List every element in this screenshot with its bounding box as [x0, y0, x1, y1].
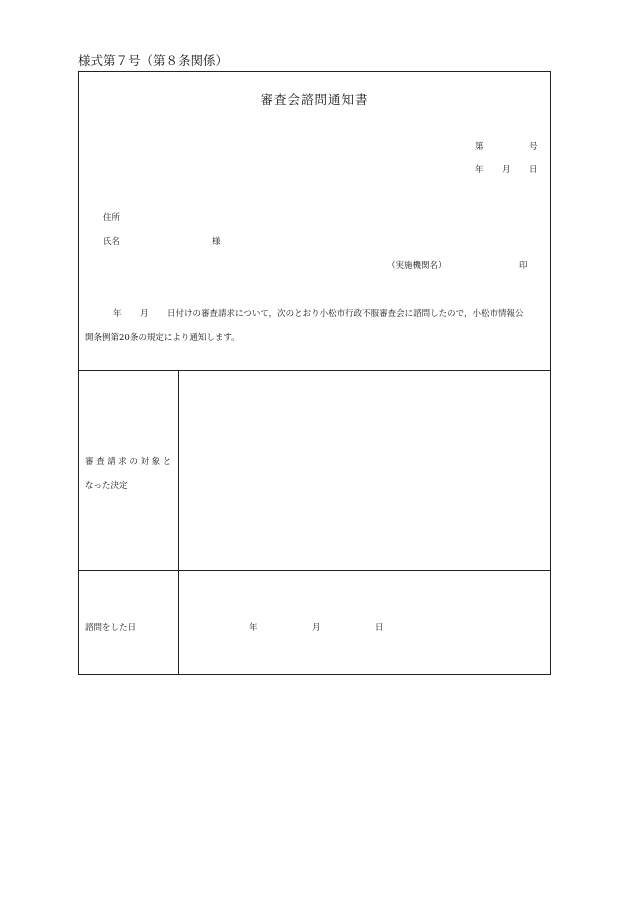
name-label: 氏名 [103, 237, 121, 247]
consult-date-label: 諮問をした日 [85, 623, 137, 633]
body-line-2: 開条例第20条の規定により通知します。 [85, 333, 240, 343]
honorific-label: 様 [212, 237, 221, 247]
form-number-label: 様式第７号（第８条関係） [78, 53, 229, 68]
agency-label: （実施機関名） [387, 261, 447, 271]
date-year-label: 年 [475, 165, 484, 175]
decision-label-line-1: 審査請求の対象と [85, 457, 174, 467]
number-suffix: 号 [529, 142, 538, 152]
consult-date-field[interactable] [179, 571, 550, 674]
decision-field[interactable] [179, 371, 550, 569]
seal-label: 印 [519, 261, 528, 271]
number-prefix: 第 [475, 142, 484, 152]
date-month-label: 月 [502, 165, 511, 175]
body-month: 月 [140, 309, 149, 319]
consult-month-label: 月 [312, 623, 321, 633]
address-label: 住所 [103, 213, 121, 223]
date-day-label: 日 [529, 165, 538, 175]
body-line-1: 日付けの審査請求について，次のとおり小松市行政不服審査会に諮問したので，小松市情報公 [167, 309, 524, 319]
decision-label-line-2: なった決定 [85, 481, 128, 491]
consult-day-label: 日 [375, 623, 384, 633]
notice-form [78, 71, 551, 675]
consult-year-label: 年 [249, 623, 258, 633]
body-year: 年 [113, 309, 122, 319]
document-title: 審査会諮問通知書 [260, 92, 369, 107]
